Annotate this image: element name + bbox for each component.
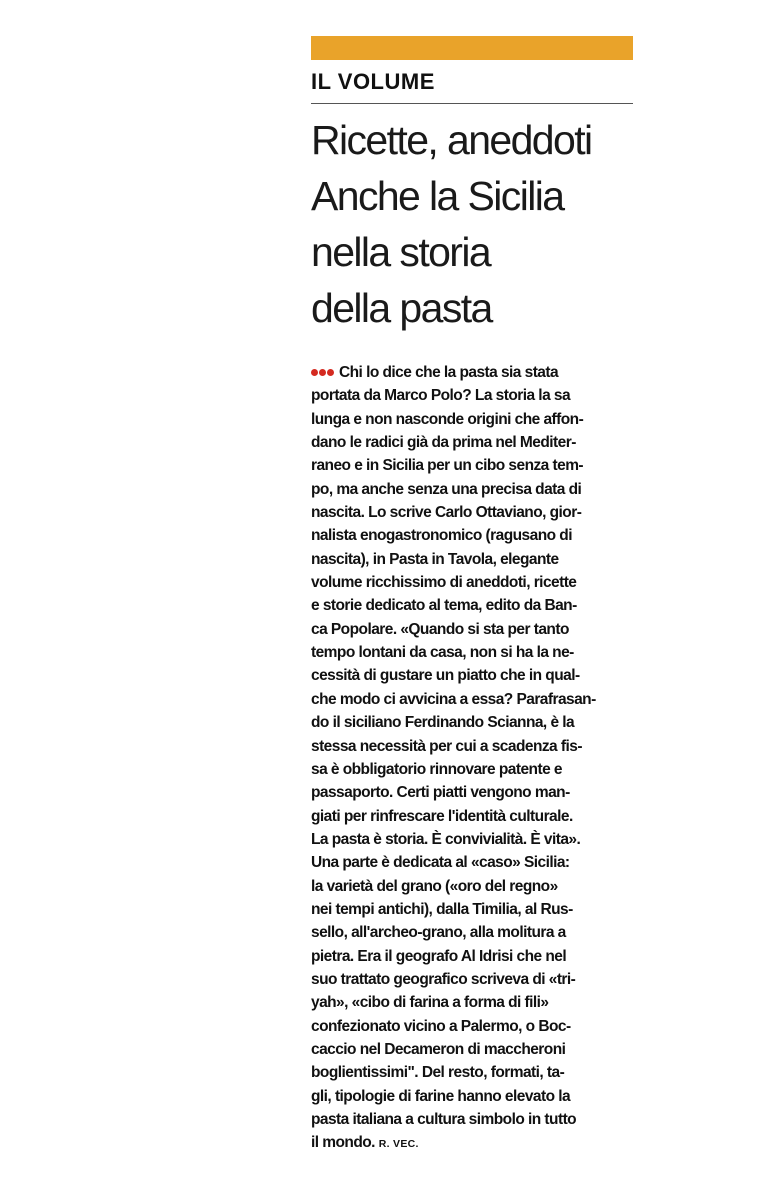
headline-line: Anche la Sicilia (311, 173, 564, 219)
body-line: po, ma anche senza una precisa data di (311, 480, 582, 498)
body-line-text: il mondo. (311, 1134, 375, 1152)
article (311, 36, 633, 1157)
body-line: ca Popolare. «Quando si sta per tanto (311, 620, 569, 638)
headline (311, 112, 633, 336)
divider (311, 103, 633, 104)
body-line: sa è obbligatorio rinnovare patente e (311, 760, 562, 778)
body-line: caccio nel Decameron di maccheroni (311, 1040, 566, 1058)
body-line: portata da Marco Polo? La storia la sa (311, 387, 571, 405)
accent-bar (311, 36, 633, 60)
body-line: tempo lontani da casa, non si ha la ne- (311, 644, 574, 662)
headline-line: Ricette, aneddoti (311, 117, 592, 163)
body-line: lunga e non nasconde origini che affon- (311, 410, 584, 428)
body-line: nei tempi antichi), dalla Timilia, al Rus- (311, 900, 573, 918)
body-line: pasta italiana a cultura simbolo in tutto (311, 1111, 577, 1128)
body-line-text: Chi lo dice che la pasta sia stata (339, 364, 559, 381)
body-line: e storie dedicato al tema, edito da Ban- (311, 597, 577, 615)
body-line: cessità di gustare un piatto che in qual- (311, 667, 580, 685)
body-line: passaporto. Certi piatti vengono man- (311, 784, 570, 802)
headline-line: della pasta (311, 285, 492, 331)
body-line: nascita), in Pasta in Tavola, elegante (311, 550, 559, 568)
body-line: la varietà del grano («oro del regno» (311, 877, 558, 895)
body-line: nascita. Lo scrive Carlo Ottaviano, gior- (311, 504, 582, 522)
body-line: che modo ci avvicina a essa? Parafrasan- (311, 690, 596, 708)
body-line: volume ricchissimo di aneddoti, ricette (311, 574, 577, 592)
author-signature: R. VEC. (378, 1138, 419, 1151)
body-line: stessa necessità per cui a scadenza fis- (311, 737, 582, 755)
body-line: do il siciliano Ferdinando Scianna, è la (311, 714, 575, 732)
body-line: nalista enogastronomico (ragusano di (311, 527, 572, 545)
bullet-dots-icon (311, 360, 335, 383)
article-body (311, 360, 633, 1157)
body-line: Una parte è dedicata al «caso» Sicilia: (311, 854, 570, 872)
body-line (311, 1131, 633, 1156)
body-line: boglientissimi". Del resto, formati, ta- (311, 1064, 565, 1082)
body-line: confezionato vicino a Palermo, o Boc- (311, 1017, 571, 1035)
body-line: suo trattato geografico scriveva di «tri- (311, 970, 576, 988)
kicker: IL VOLUME (311, 69, 435, 94)
body-line: yah», «cibo di farina a forma di fili» (311, 994, 549, 1012)
body-line: dano le radici già da prima nel Mediter- (311, 434, 576, 452)
body-line: sello, all'archeo-grano, alla molitura a (311, 924, 566, 942)
headline-line: nella storia (311, 229, 491, 275)
body-line (311, 360, 633, 384)
body-line: pietra. Era il geografo Al Idrisi che nel (311, 947, 567, 965)
body-line: La pasta è storia. È convivialità. È vita». (311, 830, 581, 848)
body-line: gli, tipologie di farine hanno elevato la (311, 1087, 571, 1105)
body-line: raneo e in Sicilia per un cibo senza tem- (311, 457, 584, 475)
body-line: giati per rinfrescare l'identità culturale. (311, 807, 573, 825)
